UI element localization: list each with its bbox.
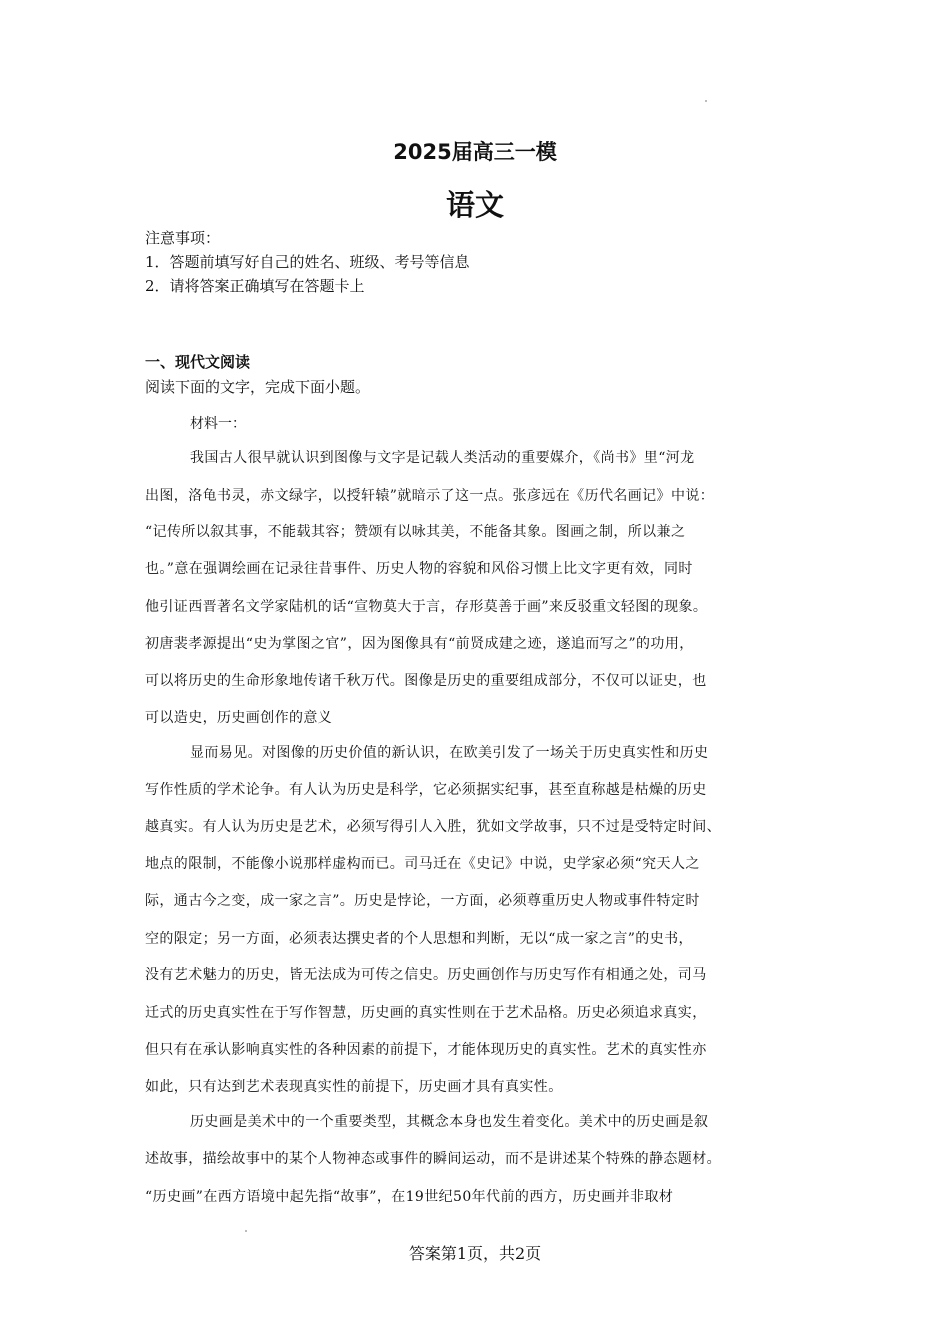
text-line: 也。”意在强调绘画在记录往昔事件、历史人物的容貌和风俗习惯上比文字更有效，同时 (145, 561, 693, 577)
speck-mark (245, 1230, 247, 1232)
section-title: 一、现代文阅读 (145, 353, 251, 371)
notice-block (145, 226, 470, 298)
text-line: 显而易见。对图像的历史价值的新认识，在欧美引发了一场关于历史真实性和历史 (190, 745, 709, 761)
text-line: 出图，洛龟书灵，赤文绿字，以授轩辕”就暗示了这一点。张彦远在《历代名画记》中说： (145, 488, 715, 504)
text-line: 但只有在承认影响真实性的各种因素的前提下，才能体现历史的真实性。艺术的真实性亦 (145, 1042, 707, 1058)
text-line: 写作性质的学术论争。有人认为历史是科学，它必须据实纪事，甚至直称越是枯燥的历史 (145, 782, 707, 798)
text-line: 我国古人很早就认识到图像与文字是记载人类活动的重要媒介，《尚书》里“河龙 (190, 450, 695, 466)
text-line: 他引证西晋著名文学家陆机的话“宣物莫大于言，存形莫善于画”来反驳重文轻图的现象。 (145, 599, 708, 615)
text-line: 越真实。有人认为历史是艺术，必须写得引人入胜，犹如文学故事，只不过是受特定时间、 (145, 819, 721, 835)
page-footer: 答案第1页，共2页 (408, 1244, 542, 1263)
notice-item: 1．答题前填写好自己的姓名、班级、考号等信息 (145, 253, 470, 271)
notice-heading: 注意事项： (145, 229, 221, 247)
text-line: 历史画是美术中的一个重要类型，其概念本身也发生着变化。美术中的历史画是叙 (190, 1114, 709, 1130)
text-line: 没有艺术魅力的历史，皆无法成为可传之信史。历史画创作与历史写作有相通之处，司马 (145, 967, 707, 983)
text-line: 地点的限制，不能像小说那样虚构而已。司马迁在《史记》中说，史学家必须“究天人之 (145, 856, 700, 872)
exam-title: 2025届高三一模 (393, 140, 557, 164)
text-line: 如此，只有达到艺术表现真实性的前提下，历史画才具有真实性。 (145, 1079, 563, 1095)
text-line: 初唐裴孝源提出“史为掌图之官”，因为图像具有“前贤成建之迹，遂追而写之”的功用， (145, 636, 694, 652)
subject-title: 语文 (445, 188, 504, 222)
text-line: 空的限定；另一方面，必须表达撰史者的个人思想和判断，无以“成一家之言”的史书， (145, 931, 693, 947)
text-line: 可以将历史的生命形象地传诸千秋万代。图像是历史的重要组成部分，不仅可以证史，也 (145, 673, 707, 689)
speck-mark (705, 100, 707, 102)
section-instruction: 阅读下面的文字，完成下面小题。 (145, 378, 371, 396)
notice-item: 2．请将答案正确填写在答题卡上 (145, 277, 365, 295)
text-line: 可以造史，历史画创作的意义 (145, 710, 333, 726)
text-line: 迁式的历史真实性在于写作智慧，历史画的真实性则在于艺术品格。历史必须追求真实， (145, 1005, 707, 1021)
text-line: “记传所以叙其事，不能载其容；赞颂有以咏其美，不能备其象。图画之制，所以兼之 (145, 524, 686, 540)
material-label: 材料一： (190, 416, 246, 432)
text-line: 际，通古今之变，成一家之言”。历史是悖论，一方面，必须尊重历史人物或事件特定时 (145, 893, 700, 909)
text-line: 述故事，描绘故事中的某个人物神态或事件的瞬间运动，而不是讲述某个特殊的静态题材。 (145, 1151, 721, 1167)
text-line: “历史画”在西方语境中起先指“故事”，在19世纪50年代前的西方，历史画并非取材 (145, 1189, 674, 1205)
